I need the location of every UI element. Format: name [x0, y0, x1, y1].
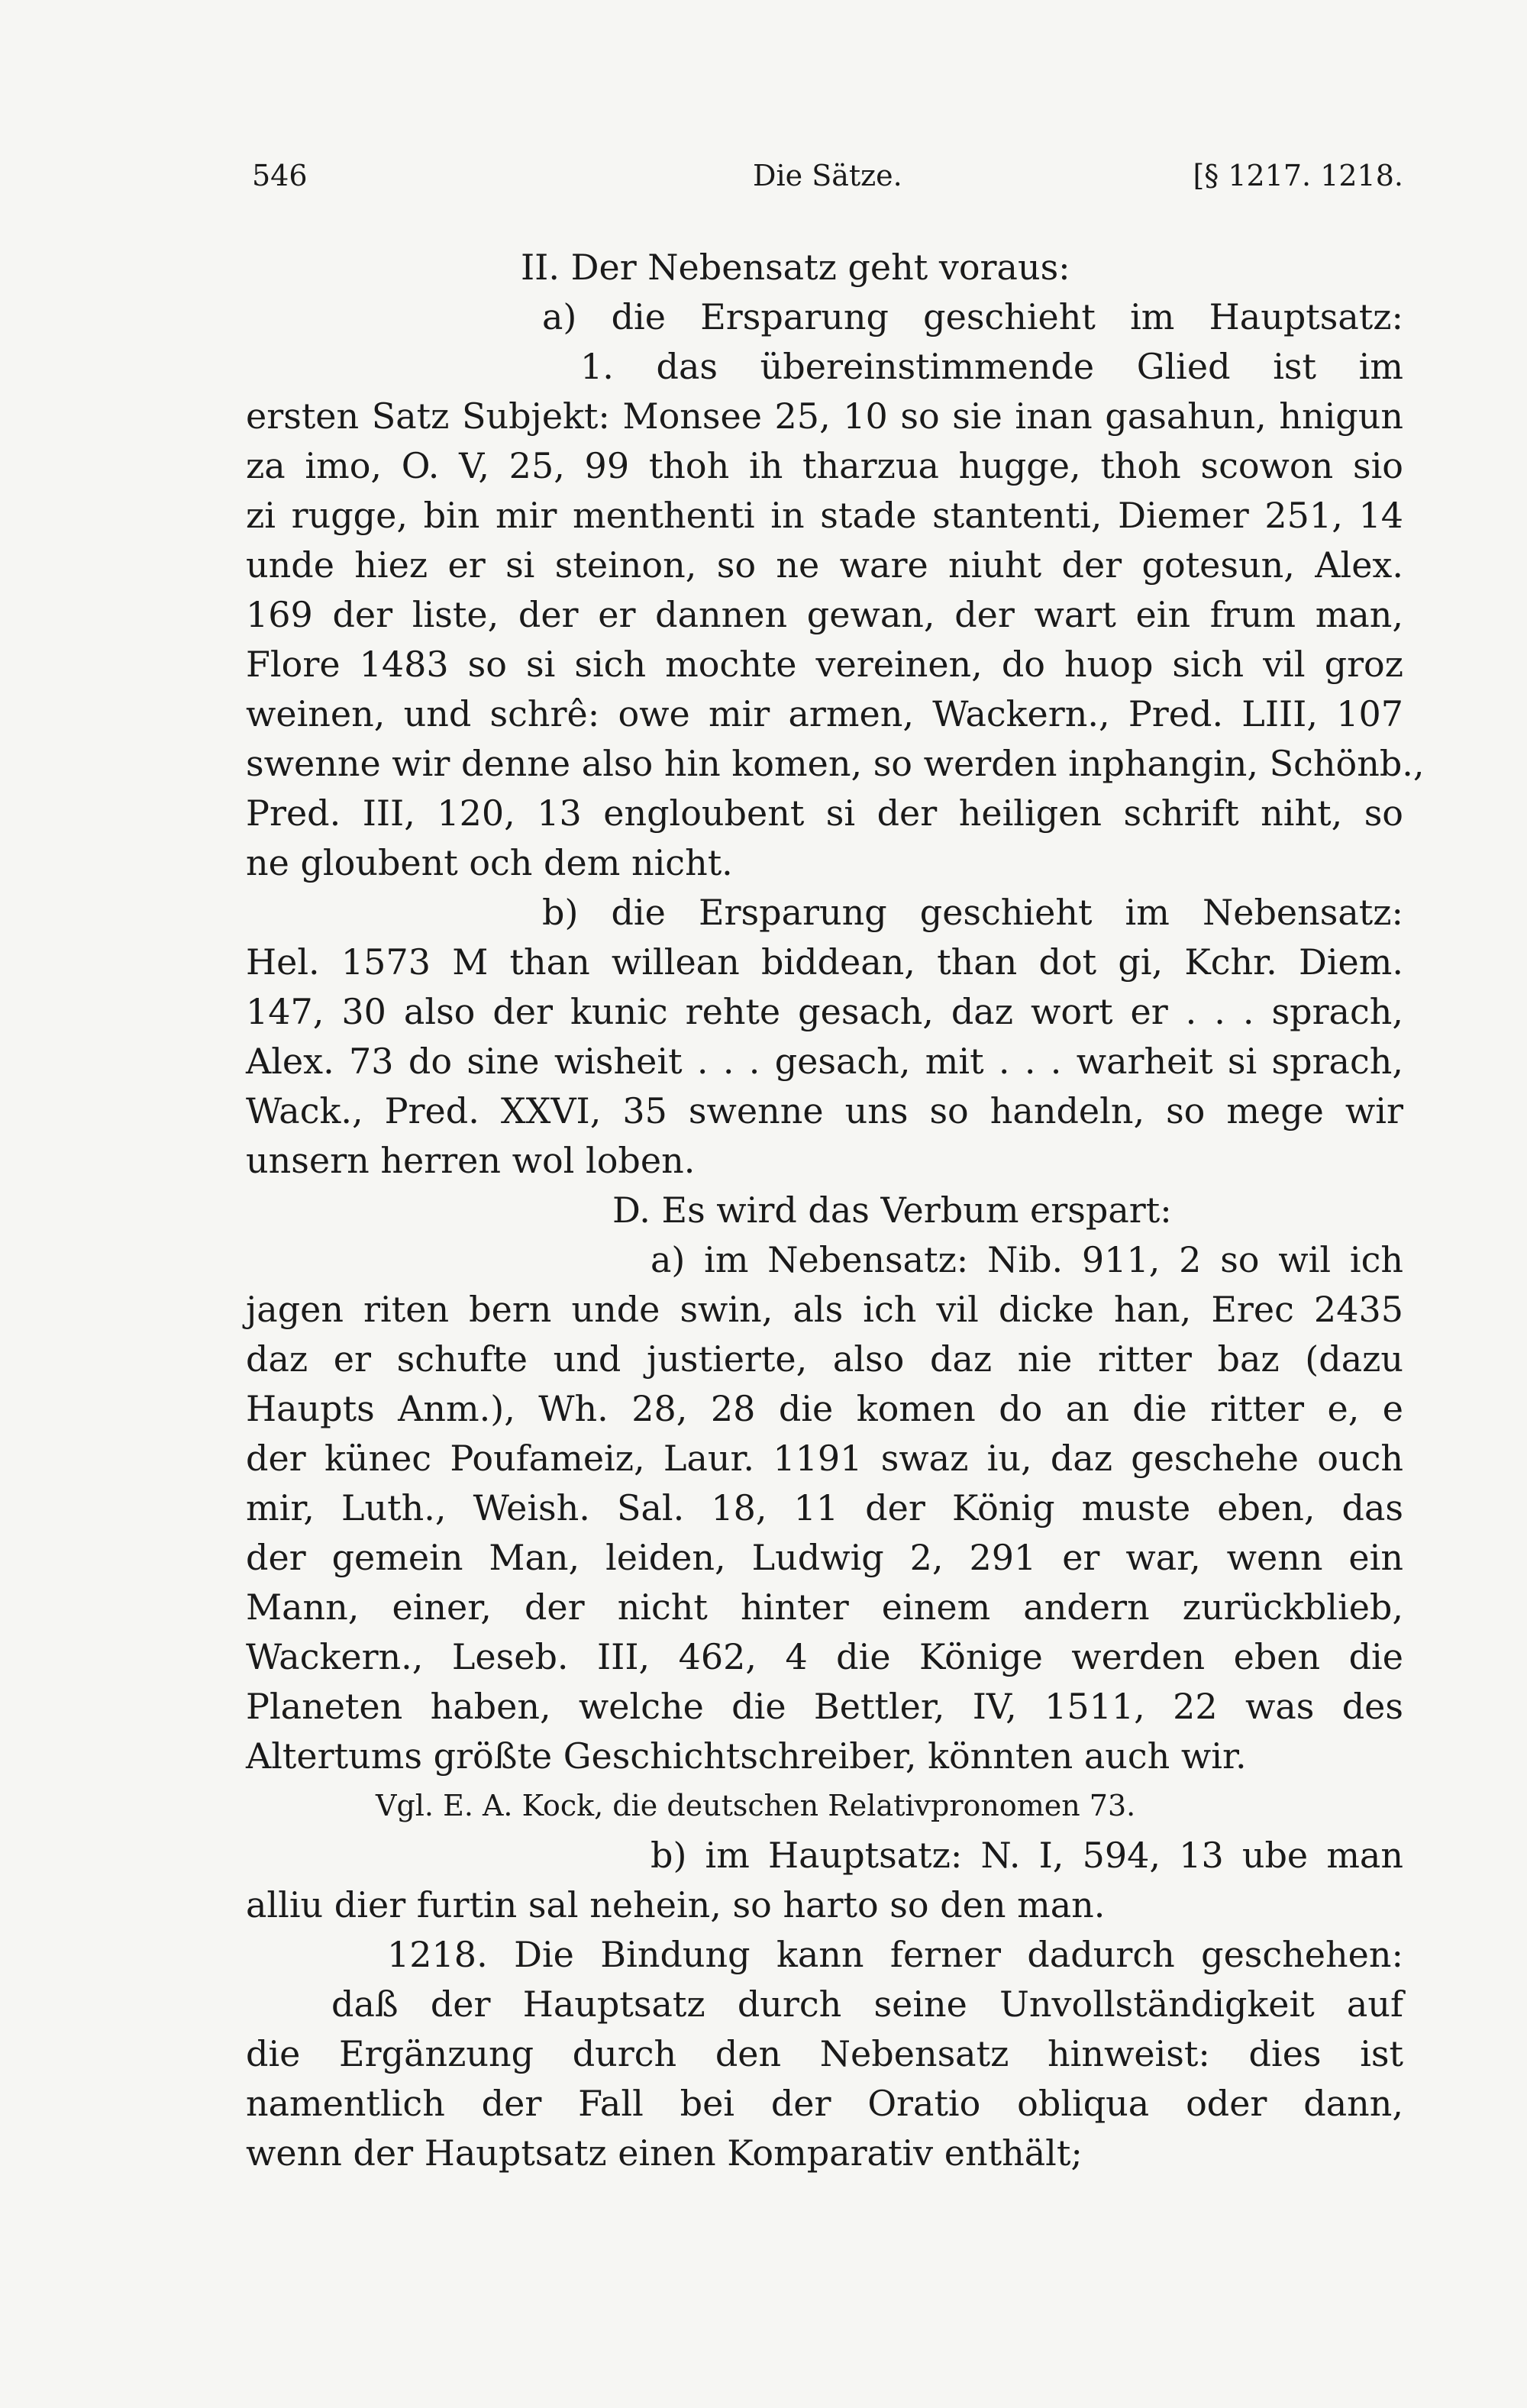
text-line: die Ergänzung durch den Nebensatz hinweist: dies ist	[246, 2033, 1403, 2074]
text-line: b) die Ersparung geschieht im Nebensatz:	[542, 892, 1403, 933]
text-line: Alex. 73 do sine wisheit . . . gesach, mit . . . warheit si sprach,	[246, 1041, 1403, 1082]
text-line: Planeten haben, welche die Bettler, IV, 1511, 22 was des	[246, 1686, 1403, 1727]
text-line: der gemein Man, leiden, Ludwig 2, 291 er war, wenn ein	[246, 1537, 1403, 1578]
text-line: Flore 1483 so si sich mochte vereinen, do huop sich vil groz	[246, 644, 1403, 685]
text-line: unde hiez er si steinon, so ne ware niuht der gotesun, Alex.	[246, 544, 1403, 586]
heading-line: II. Der Nebensatz geht voraus:	[521, 247, 1070, 288]
text-line: ersten Satz Subjekt: Monsee 25, 10 so sie inan gasahun, hnigun	[246, 395, 1403, 437]
text-line: Mann, einer, der nicht hinter einem andern zurückblieb,	[246, 1587, 1403, 1628]
text-line: jagen riten bern unde swin, als ich vil dicke han, Erec 2435	[246, 1289, 1403, 1330]
running-header	[243, 159, 1403, 205]
text-line: namentlich der Fall bei der Oratio obliqua oder dann,	[246, 2083, 1403, 2124]
text-line: 1. das übereinstimmende Glied ist im	[580, 346, 1403, 387]
text-line: Hel. 1573 M than willean biddean, than dot gi, Kchr. Diem.	[246, 941, 1403, 983]
text-line: der künec Poufameiz, Laur. 1191 swaz iu, daz geschehe ouch	[246, 1438, 1403, 1479]
text-line: a) die Ersparung geschieht im Hauptsatz:	[542, 296, 1403, 337]
paragraph-start: 1218. Die Bindung kann ferner dadurch geschehen:	[387, 1934, 1403, 1975]
text-line: mir, Luth., Weish. Sal. 18, 11 der König muste eben, das	[246, 1487, 1403, 1528]
text-line: ne gloubent och dem nicht.	[246, 842, 733, 883]
text-line: unsern herren wol loben.	[246, 1140, 696, 1181]
text-line: zi rugge, bin mir menthenti in stade stantenti, Diemer 251, 14	[246, 495, 1403, 536]
running-title: Die Sätze.	[753, 159, 902, 192]
text-line: Pred. III, 120, 13 engloubent si der heiligen schrift niht, so	[246, 792, 1403, 834]
reference-note: Vgl. E. A. Kock, die deutschen Relativpronomen 73.	[376, 1789, 1136, 1822]
heading-line: D. Es wird das Verbum erspart:	[612, 1189, 1172, 1231]
text-line: za imo, O. V, 25, 99 thoh ih tharzua hugge, thoh scowon sio	[246, 445, 1403, 486]
text-line: Wack., Pred. XXVI, 35 swenne uns so handeln, so mege wir	[246, 1090, 1403, 1131]
page-number: 546	[252, 159, 308, 192]
text-line: wenn der Hauptsatz einen Komparativ enthält;	[246, 2132, 1083, 2174]
text-line: 147, 30 also der kunic rehte gesach, daz wort er . . . sprach,	[246, 991, 1403, 1032]
text-line: a) im Nebensatz: Nib. 911, 2 so wil ich	[651, 1239, 1403, 1280]
text-line: Altertums größte Geschichtschreiber, könnten auch wir.	[246, 1735, 1247, 1777]
text-line: Haupts Anm.), Wh. 28, 28 die komen do an die ritter e, e	[246, 1388, 1403, 1429]
text-line: 169 der liste, der er dannen gewan, der wart ein frum man,	[246, 594, 1403, 635]
text-line: swenne wir denne also hin komen, so werden inphangin, Schönb.,	[246, 743, 1425, 784]
text-line: b) im Hauptsatz: N. I, 594, 13 ube man	[651, 1835, 1403, 1876]
text-line: alliu dier furtin sal nehein, so harto so den man.	[246, 1884, 1106, 1925]
text-line: Wackern., Leseb. III, 462, 4 die Könige werden eben die	[246, 1636, 1403, 1677]
text-line: daz er schufte und justierte, also daz nie ritter baz (dazu	[246, 1338, 1403, 1380]
body-text	[246, 243, 1425, 2178]
text-line: daß der Hauptsatz durch seine Unvollständigkeit auf	[331, 1984, 1403, 2025]
text-line: weinen, und schrê: owe mir armen, Wackern., Pred. LIII, 107	[246, 693, 1403, 734]
section-reference: [§ 1217. 1218.	[1193, 159, 1403, 192]
